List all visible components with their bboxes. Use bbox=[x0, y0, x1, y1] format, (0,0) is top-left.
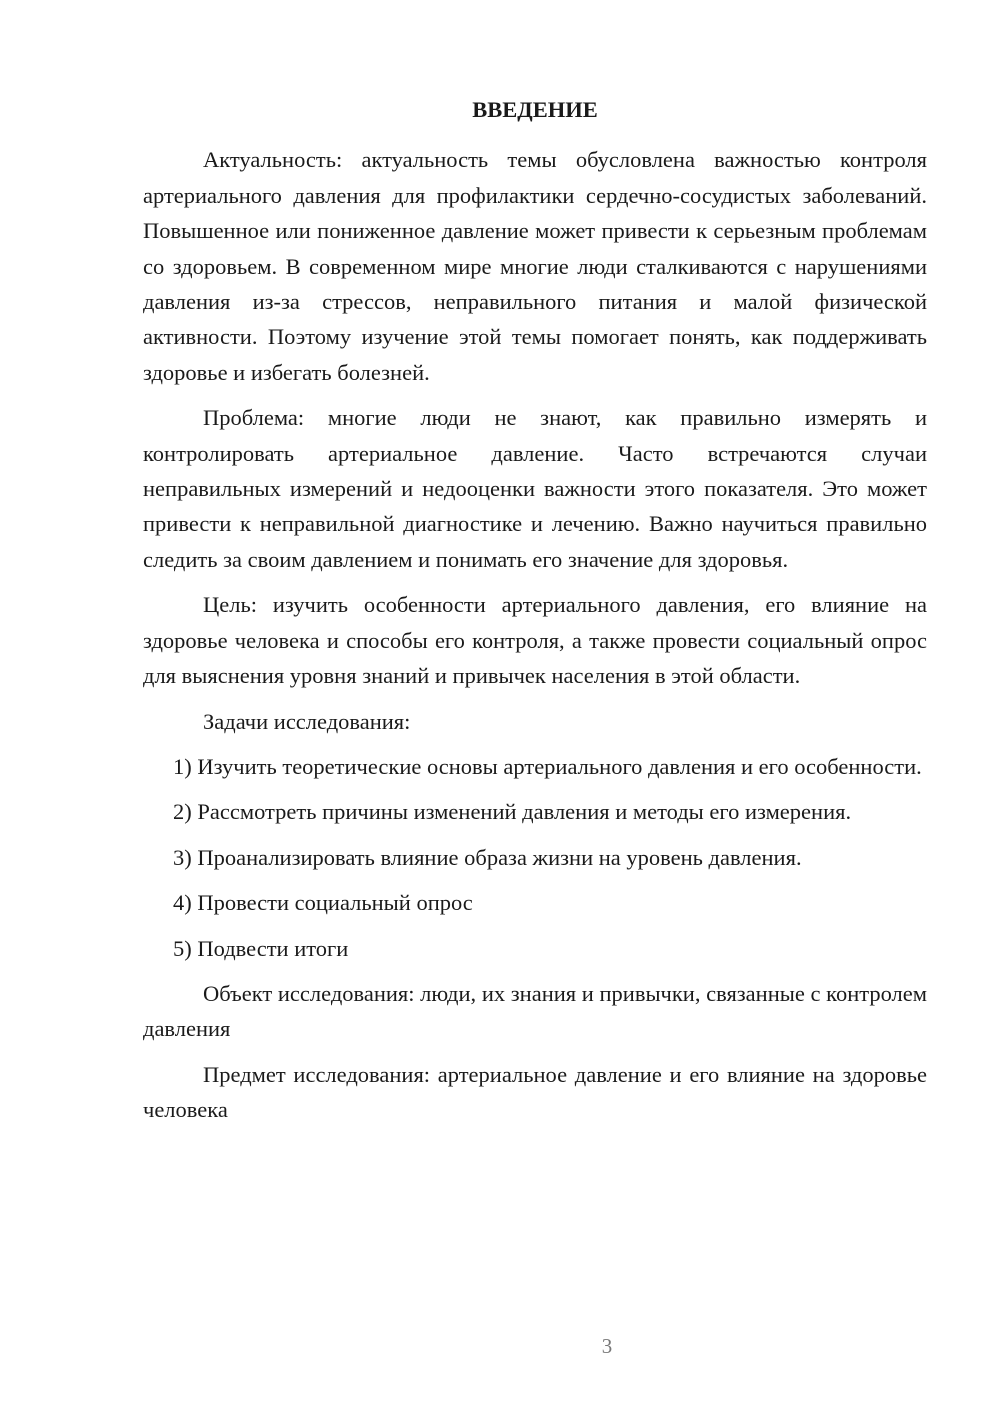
task-item-4: 4) Провести социальный опрос bbox=[173, 890, 473, 916]
tasks-heading: Задачи исследования: bbox=[203, 708, 411, 734]
paragraph-problem: Проблема: многие люди не знают, как правильно измерять и контролировать артериальное давление. Часто встречаются случаи неправильных измерений и недооценки важности этого показателя. Это может привести к неправильной диагностике и лечению. Важно научиться правильно следить за своим давлением и понимать его значение для здоровья. bbox=[143, 405, 927, 572]
page-number: 3 bbox=[601, 1334, 613, 1358]
paragraph-object: Объект исследования: люди, их знания и привычки, связанные с контролем давления bbox=[143, 980, 927, 1042]
paragraph-subject: Предмет исследования: артериальное давление и его влияние на здоровье человека bbox=[143, 1061, 927, 1123]
task-item-3: 3) Проанализировать влияние образа жизни на уровень давления. bbox=[173, 844, 802, 870]
task-item-2: 2) Рассмотреть причины изменений давления и методы его измерения. bbox=[173, 799, 852, 825]
task-item-1: 1) Изучить теоретические основы артериального давления и его особенности. bbox=[173, 753, 922, 779]
paragraph-relevance: Актуальность: актуальность темы обусловлена важностью контроля артериального давления для профилактики сердечно-сосудистых заболеваний. Повышенное или пониженное давление может привести к серьезным проблемам со здоровьем. В современном мире многие люди сталкиваются с нарушениями давления из-за стрессов, неправильного питания и малой физической активности. Поэтому изучение этой темы помогает понять, как поддерживать здоровье и избегать болезней. bbox=[143, 147, 927, 385]
paragraph-goal: Цель: изучить особенности артериального давления, его влияние на здоровье человека и способы его контроля, а также провести социальный опрос для выяснения уровня знаний и привычек населения в этой области. bbox=[143, 592, 927, 689]
section-title: ВВЕДЕНИЕ bbox=[472, 97, 598, 122]
task-item-5: 5) Подвести итоги bbox=[173, 935, 349, 961]
page-content bbox=[143, 92, 927, 1138]
